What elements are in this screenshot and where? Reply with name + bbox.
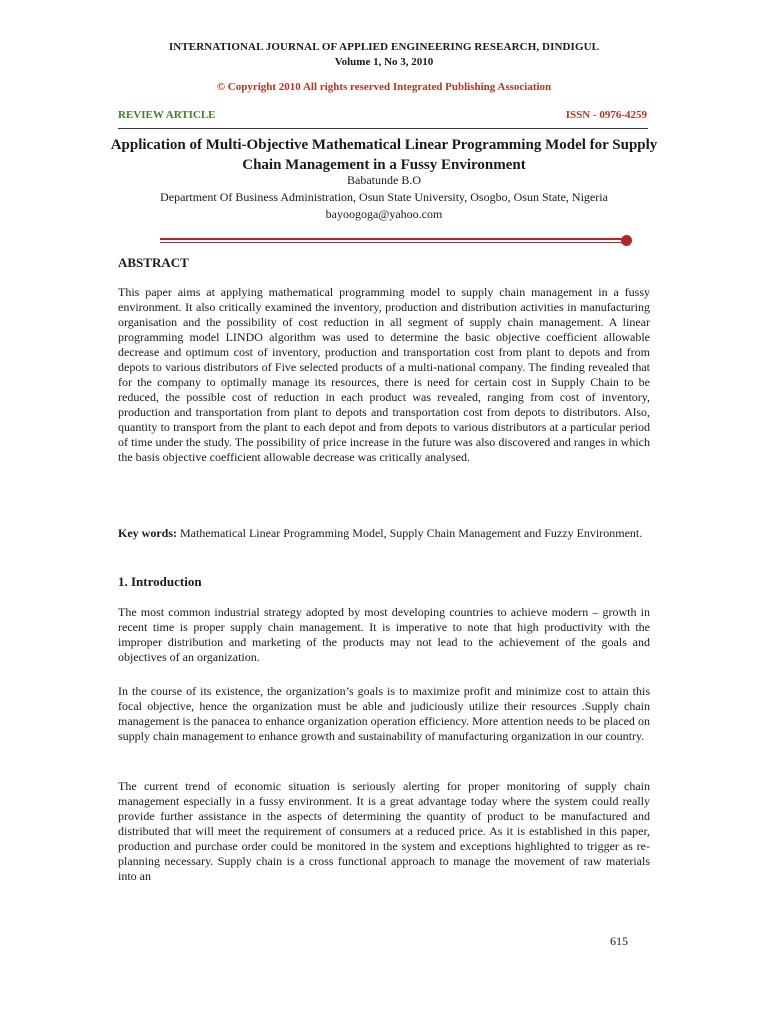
introduction-paragraph: The most common industrial strategy adopted by most developing countries to achieve modern – growth in recent time is proper supply chain management. It is imperative to note that high productivity with the improper distribution and marketing of the products may not lead to the achievement of the goals and objectives of an organization.	[118, 605, 650, 664]
journal-name: INTERNATIONAL JOURNAL OF APPLIED ENGINEERING RESEARCH, DINDIGUL	[168, 41, 600, 53]
author-affiliation: Department Of Business Administration, Osun State University, Osogbo, Osun State, Nigeria	[160, 190, 608, 204]
introduction-heading: 1. Introduction	[118, 574, 202, 589]
divider-line	[160, 238, 622, 240]
keywords-text: Mathematical Linear Programming Model, Supply Chain Management and Fuzzy Environment.	[177, 526, 643, 540]
decorative-divider	[160, 234, 632, 248]
copyright-notice: © Copyright 2010 All rights reserved Integrated Publishing Association	[216, 81, 552, 93]
article-type: REVIEW ARTICLE	[118, 109, 216, 121]
journal-volume: Volume 1, No 3, 2010	[334, 56, 434, 68]
author-name: Babatunde B.O	[347, 173, 421, 187]
introduction-paragraph: The current trend of economic situation is seriously alerting for proper monitoring of supply chain management especially in a fussy environment. It is a great advantage today where the system could really provide further assistance in the aspects of determining the quantity of product to be manufactured and distributed that will meet the requirement of consumers at a reduced price. As it is established in this paper, production and purchase order could be monitored in the system and exceptions highlighted to trigger as re-planning necessary. Supply chain is a cross functional approach to manage the movement of raw materials into an	[118, 779, 650, 883]
keywords	[118, 526, 650, 541]
article-title: Application of Multi-Objective Mathematical Linear Programming Model for Supply Chain Management in a Fussy Environment	[110, 137, 658, 173]
issn: ISSN - 0976-4259	[565, 109, 647, 121]
author-email: bayoogoga@yahoo.com	[325, 207, 443, 221]
abstract-heading: ABSTRACT	[118, 255, 189, 270]
header-rule	[118, 128, 648, 129]
divider-dot-icon	[621, 235, 632, 246]
keywords-label: Key words:	[118, 526, 177, 540]
abstract-text: This paper aims at applying mathematical programming model to supply chain management in a fussy environment. It also critically examined the inventory, production and distribution activities in manufacturing organisation and the possibility of cost reduction in all segment of supply chain management. A linear programming model LINDO algorithm was used to determine the basic objective coefficient allowable decrease and optimum cost of inventory, production and transportation cost from plant to depots and from depots to various distributors of Five selected products of a multi-national company. The finding revealed that for the company to optimally manage its resources, there is need for certain cost in Supply Chain to be reduced, the possible cost of reduction in each product was revealed, ranging from cost of inventory, production and transportation from plant to depots and transportation cost from depots to distributors. Also, quantity to transport from the plant to each depot and from depots to various distributors at a particular period of time under the study. The possibility of price increase in the future was also discovered and ranges in which the basis objective coefficient allowable decrease was critically analysed.	[118, 285, 650, 464]
divider-line	[160, 242, 622, 243]
page-number: 615	[610, 934, 628, 948]
introduction-paragraph: In the course of its existence, the organization’s goals is to maximize profit and minimize cost to attain this focal objective, hence the organization must be able and judiciously utilize their resources .Supply chain management is the panacea to enhance organization operation efficiency. More attention needs to be placed on supply chain management to enhance growth and sustainability of manufacturing organization in our country.	[118, 684, 650, 743]
